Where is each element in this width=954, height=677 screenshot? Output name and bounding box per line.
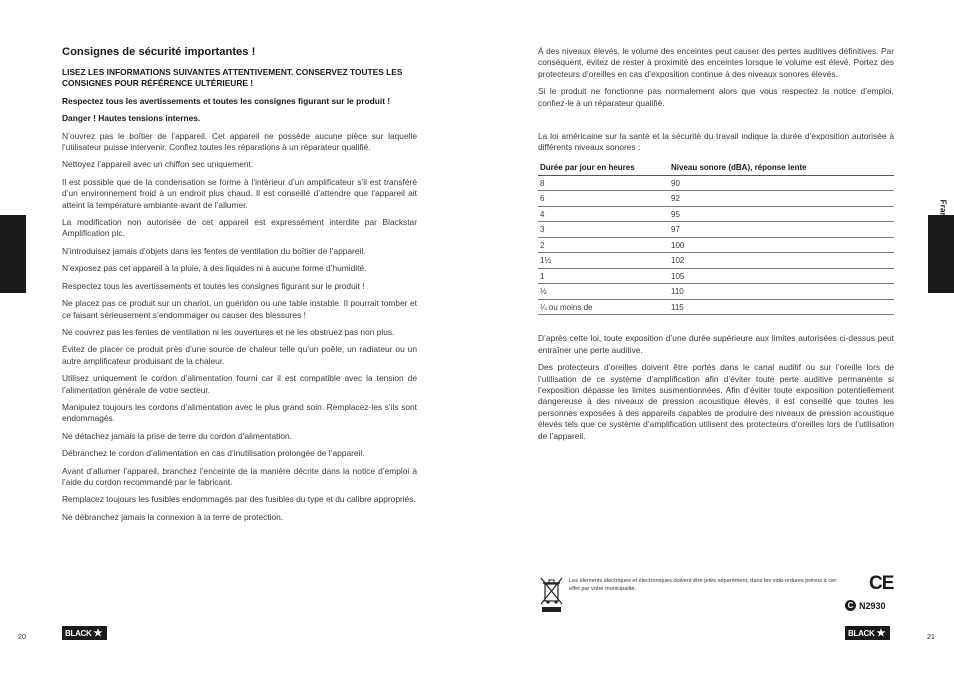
paragraph: Si le produit ne fonctionne pas normalement alors que vous respectez la notice d’emploi, confiez-le à un réparateur qualifié. <box>538 86 894 108</box>
paragraph: Nettoyez l’appareil avec un chiffon sec uniquement. <box>62 159 254 170</box>
table-row <box>538 253 894 269</box>
paragraph: Ne placez pas ce produit sur un chariot, un guéridon ou une table instable. Il pourrait tomber et ce faisant sérieusement s’endommager ou causer des blessures ! <box>62 298 417 320</box>
paragraph: Évitez de placer ce produit près d’une source de chaleur telle qu’un poêle, un radiateur ou un autre amplificateur produisant de la chaleur. <box>62 344 417 366</box>
ce-mark: CE <box>869 573 894 594</box>
level-cell: 95 <box>669 206 894 222</box>
blackstar-logo <box>845 626 890 640</box>
paragraph: Remplacez toujours les fusibles endommagés par des fusibles du type et du calibre appropriés. <box>62 494 416 505</box>
side-label: Français <box>938 199 948 234</box>
paragraph: À des niveaux élevés, le volume des enceintes peut causer des pertes auditives définitives. Par conséquent, évitez de rester à proximité des enceintes lorsque le volume est élevé. Portez des protecteurs d’oreilles en cas d’exposition continue à des niveaux sonores élevés. <box>538 46 894 79</box>
duration-cell: 1 <box>538 268 669 284</box>
duration-cell: 8 <box>538 175 669 191</box>
law-text: La loi américaine sur la santé et la sécurité du travail indique la durée d’exposition autorisée à différents niveaux sonores : <box>538 131 894 153</box>
logo-text: BLACK <box>848 628 875 638</box>
table-row <box>538 299 894 315</box>
paragraph: Manipulez toujours les cordons d’alimentation avec le plus grand soin. Remplacez-les s’ils sont endommagés. <box>62 401 417 424</box>
table-header-row <box>538 160 894 176</box>
danger-warning: Danger ! Hautes tensions internes. <box>62 113 201 124</box>
level-cell: 110 <box>669 284 894 300</box>
paragraph: Utilisez uniquement le cordon d’alimentation fourni car il est compatible avec la tension de l’alimentation générale de votre secteur. <box>62 373 417 395</box>
weee-bin-icon <box>540 576 563 612</box>
level-cell: 115 <box>669 299 894 315</box>
duration-cell: 1½ <box>538 253 669 269</box>
warning-caps: LISEZ LES INFORMATIONS SUIVANTES ATTENTIVEMENT. CONSERVEZ TOUTES LES CONSIGNES POUR RÉFÉRENCE ULTÉRIEURE ! <box>62 67 403 89</box>
paragraph: Il est possible que de la condensation se forme à l’intérieur d’un amplificateur s’il est transféré d’un environnement froid à un endroit plus chaud. Il est conseillé d’attendre que l’appareil ait atteint la température ambiante avant de l’allumer. <box>62 176 417 210</box>
paragraph: Avant d’allumer l’appareil, branchez l’enceinte de la manière décrite dans la notice d’emploi à l’aide du cordon recommandé par le fabricant. <box>62 465 417 487</box>
side-label: Français <box>6 248 16 283</box>
paragraph: Ne couvrez pas les fentes de ventilation ni les ouvertures et ne les obstruez pas non plus. <box>62 326 395 337</box>
respect-warning: Respectez tous les avertissements et toutes les consignes figurant sur le produit ! <box>62 95 391 106</box>
star-icon: ★ <box>93 627 103 639</box>
paragraph: Ne détachez jamais la prise de terre du cordon d’alimentation. <box>62 430 292 441</box>
column-header: Durée par jour en heures <box>538 160 669 176</box>
logo-text: BLACK <box>65 628 92 638</box>
safety-column <box>62 46 417 529</box>
paragraph: N’introduisez jamais d’objets dans les fentes de ventilation du boîtier de l’appareil. <box>62 245 366 256</box>
level-cell: 100 <box>669 237 894 253</box>
duration-cell: 4 <box>538 206 669 222</box>
table-row <box>538 175 894 191</box>
page-number: 20 <box>18 632 26 641</box>
blackstar-logo <box>62 626 107 640</box>
level-cell: 97 <box>669 222 894 238</box>
paragraph: D’après cette loi, toute exposition d’une durée supérieure aux limites autorisées ci-dessus peut entraîner une perte auditive. <box>538 333 894 355</box>
table-row <box>538 237 894 253</box>
duration-cell: 3 <box>538 222 669 238</box>
level-cell: 92 <box>669 191 894 207</box>
duration-cell: ½ <box>538 284 669 300</box>
paragraph: Des protecteurs d’oreilles doivent être portés dans le canal auditif ou sur l’oreille lors de l’utilisation de ce système d’amplification afin d’éviter toute perte auditive permanente si l’exposition dépasse les limites susmentionnées. Afin d’éviter toute exposition potentiellement dangereuse à des niveaux de pression acoustique élevés, il est conseillé que toutes les personnes exposées à des appareils capables de produire des niveaux de pression acoustique élevés tels que ce système d’amplification utilisent des protecteurs d’oreilles lors de l’utilisation de l’appareil. <box>538 362 894 441</box>
duration-cell: 2 <box>538 237 669 253</box>
paragraph: N’exposez pas cet appareil à la pluie, à des liquides ni à aucune forme d’humidité. <box>62 263 367 274</box>
duration-cell: 6 <box>538 191 669 207</box>
paragraph: La modification non autorisée de cet appareil est expressément interdite par Blackstar Amplification plc. <box>62 217 417 239</box>
paragraph: Respectez tous les avertissements et toutes les consignes figurant sur le produit ! <box>62 280 365 291</box>
level-cell: 102 <box>669 253 894 269</box>
hearing-column <box>538 46 894 448</box>
column-header: Niveau sonore (dBA), réponse lente <box>669 160 894 176</box>
table-row <box>538 222 894 238</box>
star-icon: ★ <box>876 627 886 639</box>
level-cell: 105 <box>669 268 894 284</box>
ctick-icon: C <box>845 600 856 611</box>
table-row <box>538 206 894 222</box>
ctick-mark <box>845 600 886 611</box>
level-cell: 90 <box>669 175 894 191</box>
duration-cell: ¼ ou moins de <box>538 299 669 315</box>
table-row <box>538 268 894 284</box>
paragraph: Ne débranchez jamais la connexion à la terre de protection. <box>62 511 284 522</box>
exposure-table <box>538 160 894 316</box>
weee-text: Les éléments électriques et électroniques doivent être jetés séparément, dans les vide-ordures prévus à cet effet par votre municipalité. <box>569 578 836 593</box>
table-row <box>538 191 894 207</box>
paragraph: N’ouvrez pas le boîtier de l’appareil. Cet appareil ne possède aucune pièce sur laquelle l’utilisateur puisse intervenir. Confiez toutes les réparations à un réparateur qualifié. <box>62 130 417 153</box>
page-number: 21 <box>927 632 935 641</box>
table-row <box>538 284 894 300</box>
ctick-code: N2930 <box>859 600 886 611</box>
page-title: Consignes de sécurité importantes ! <box>62 46 256 58</box>
paragraph: Débranchez le cordon d’alimentation en cas d’inutilisation prolongée de l’appareil. <box>62 448 365 459</box>
